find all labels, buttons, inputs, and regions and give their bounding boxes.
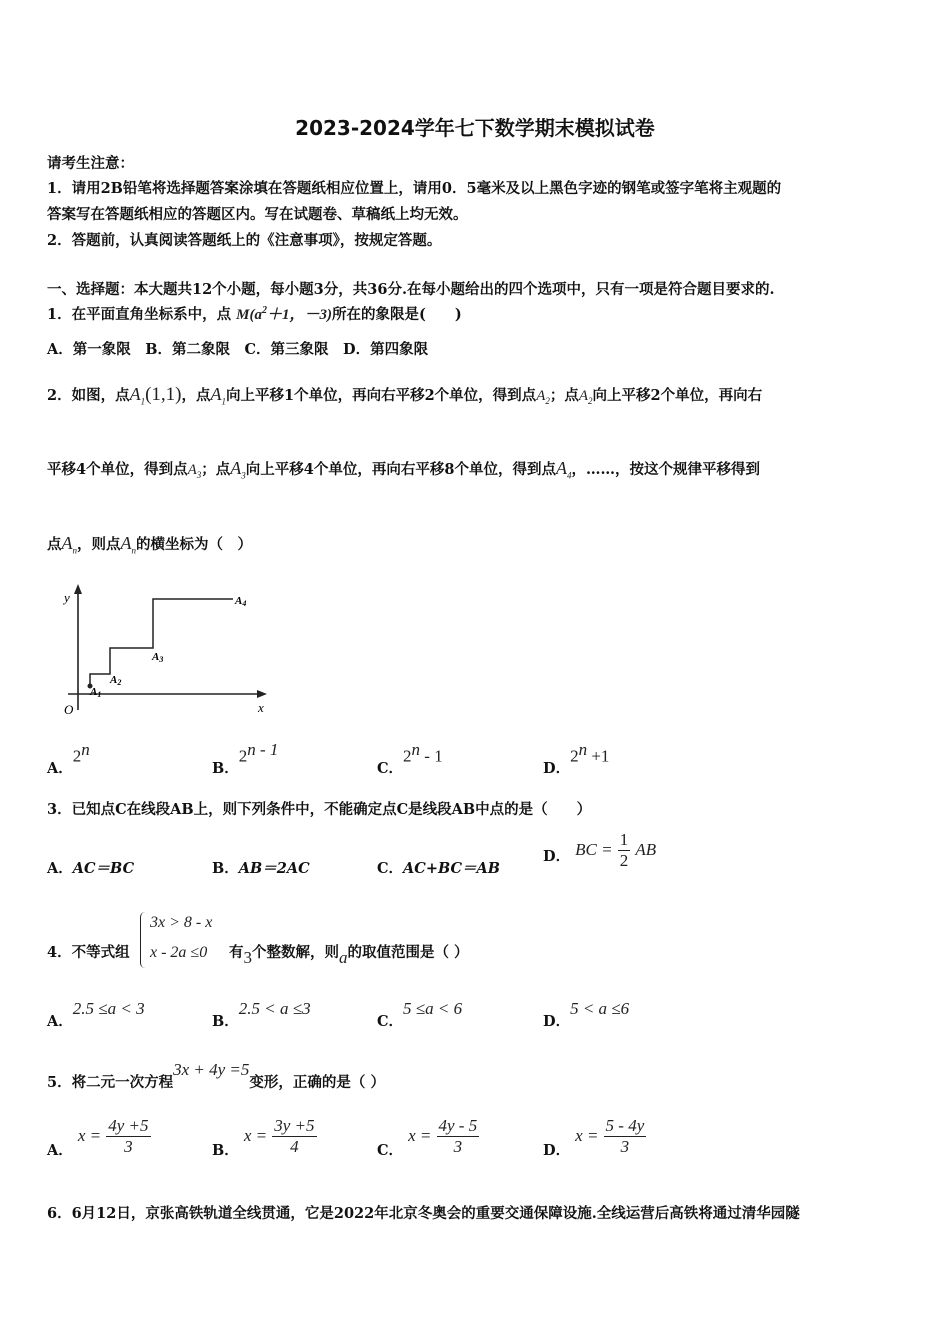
q5-option-a: A． x = $\frac{4y +5}{3}$ (47, 1116, 149, 1159)
q3-option-c: C．AC+BC＝AB (377, 860, 501, 877)
q2-option-b: B．2$^{n - 1}$ (212, 740, 279, 778)
q1-stem-b: 所在的象限是( ) (332, 306, 462, 323)
q4-brace (140, 912, 145, 968)
q3-option-d: D． BC = $\frac{1}{2}$ AB (543, 830, 657, 870)
label-a3: A3 (152, 651, 164, 664)
q1-point: $M(a^2+1$，－3) (236, 305, 332, 323)
notice-heading: 请考生注意： (47, 155, 134, 172)
q1-stem-a: 1．在平面直角坐标系中，点 (47, 306, 232, 323)
q4-option-a: A．2.5 ≤a < 3 (47, 999, 145, 1030)
section-heading: 一、选择题：本大题共12个小题，每小题3分，共36分.在每小题给出的四个选项中，只有一项是符合题目要求的. (47, 281, 775, 298)
q2-coord: (1,1) (145, 384, 182, 405)
q4-stem-tail: 有3个整数解，则a的取值范围是（ ） (229, 944, 469, 967)
question-2-line-1: 2．如图，点$A_1(1,1)$，点$A_1$向上平移1个单位，再向右平移2个单位，得到点$A_2$；点$A_2$向上平移2个单位，再向右 (47, 384, 763, 407)
q4-inequality-1: 3x > 8 - x (150, 914, 213, 931)
q3-option-a: A．AC＝BC (47, 860, 135, 877)
notice-line-1b: 答案写在答题纸相应的答题区内。写在试题卷、草稿纸上均无效。 (47, 206, 468, 223)
q5-option-d: D． x = $\frac{5 - 4y}{3}$ (543, 1116, 645, 1159)
q4-inequality-2: x - 2a ≤0 (150, 944, 208, 961)
question-2-line-3: 点$A_n$，则点$A_n$的横坐标为（ ） (47, 533, 252, 556)
q4-option-b: B．2.5 < a ≤3 (212, 999, 311, 1030)
q1-options: A．第一象限 B．第二象限 C．第三象限 D．第四象限 (47, 341, 429, 358)
q3-option-b: B．AB＝2AC (212, 860, 310, 877)
notice-line-1: 1．请用2B铅笔将选择题答案涂填在答题纸相应位置上，请用0．5毫米及以上黑色字迹的钢笔或签字笔将主观题的 (47, 180, 782, 197)
x-label: x (258, 700, 264, 715)
question-3: 3．已知点C在线段AB上，则下列条件中，不能确定点C是线段AB中点的是（ ） (47, 801, 592, 818)
q5-option-c: C． x = $\frac{4y - 5}{3}$ (377, 1116, 478, 1159)
staircase-path (90, 599, 233, 686)
q2-point-a1: $A_1$ (129, 384, 146, 407)
label-a4: A4 (235, 595, 247, 608)
q4-option-c: C．5 ≤a < 6 (377, 999, 463, 1030)
question-4: 4．不等式组 (47, 944, 130, 961)
question-1 (47, 303, 462, 324)
label-a2: A2 (110, 674, 122, 687)
q4-option-d: D．5 < a ≤6 (543, 999, 630, 1030)
notice-line-2: 2．答题前，认真阅读答题纸上的《注意事项》，按规定答题。 (47, 232, 442, 249)
x-axis-arrow (257, 690, 267, 698)
q2-option-a: A．2$^n$ (47, 740, 90, 778)
question-2-line-2: 平移4个单位，得到点$A_3$；点$A_3$向上平移4个单位，再向右平移8个单位，得到点$A_4$，……，按这个规律平移得到 (47, 458, 760, 481)
question-5: 5．将二元一次方程3x + 4y =5变形，正确的是（ ） (47, 1060, 385, 1091)
y-axis-arrow (74, 584, 82, 594)
q2-option-c: C．2$^n$ - 1 (377, 740, 443, 778)
q2-staircase-figure (58, 582, 288, 722)
label-a1: A1 (90, 686, 102, 699)
q5-option-b: B． x = $\frac{3y +5}{4}$ (212, 1116, 315, 1159)
page-title: 2023-2024学年七下数学期末模拟试卷 (295, 116, 655, 140)
question-6: 6．6月12日，京张高铁轨道全线贯通，它是2022年北京冬奥会的重要交通保障设施.全线运营后高铁将通过清华园隧 (47, 1205, 800, 1222)
origin-label: O (64, 702, 74, 717)
q2-option-d: D．$2^n +1$ (543, 740, 610, 778)
y-label: y (64, 590, 70, 605)
